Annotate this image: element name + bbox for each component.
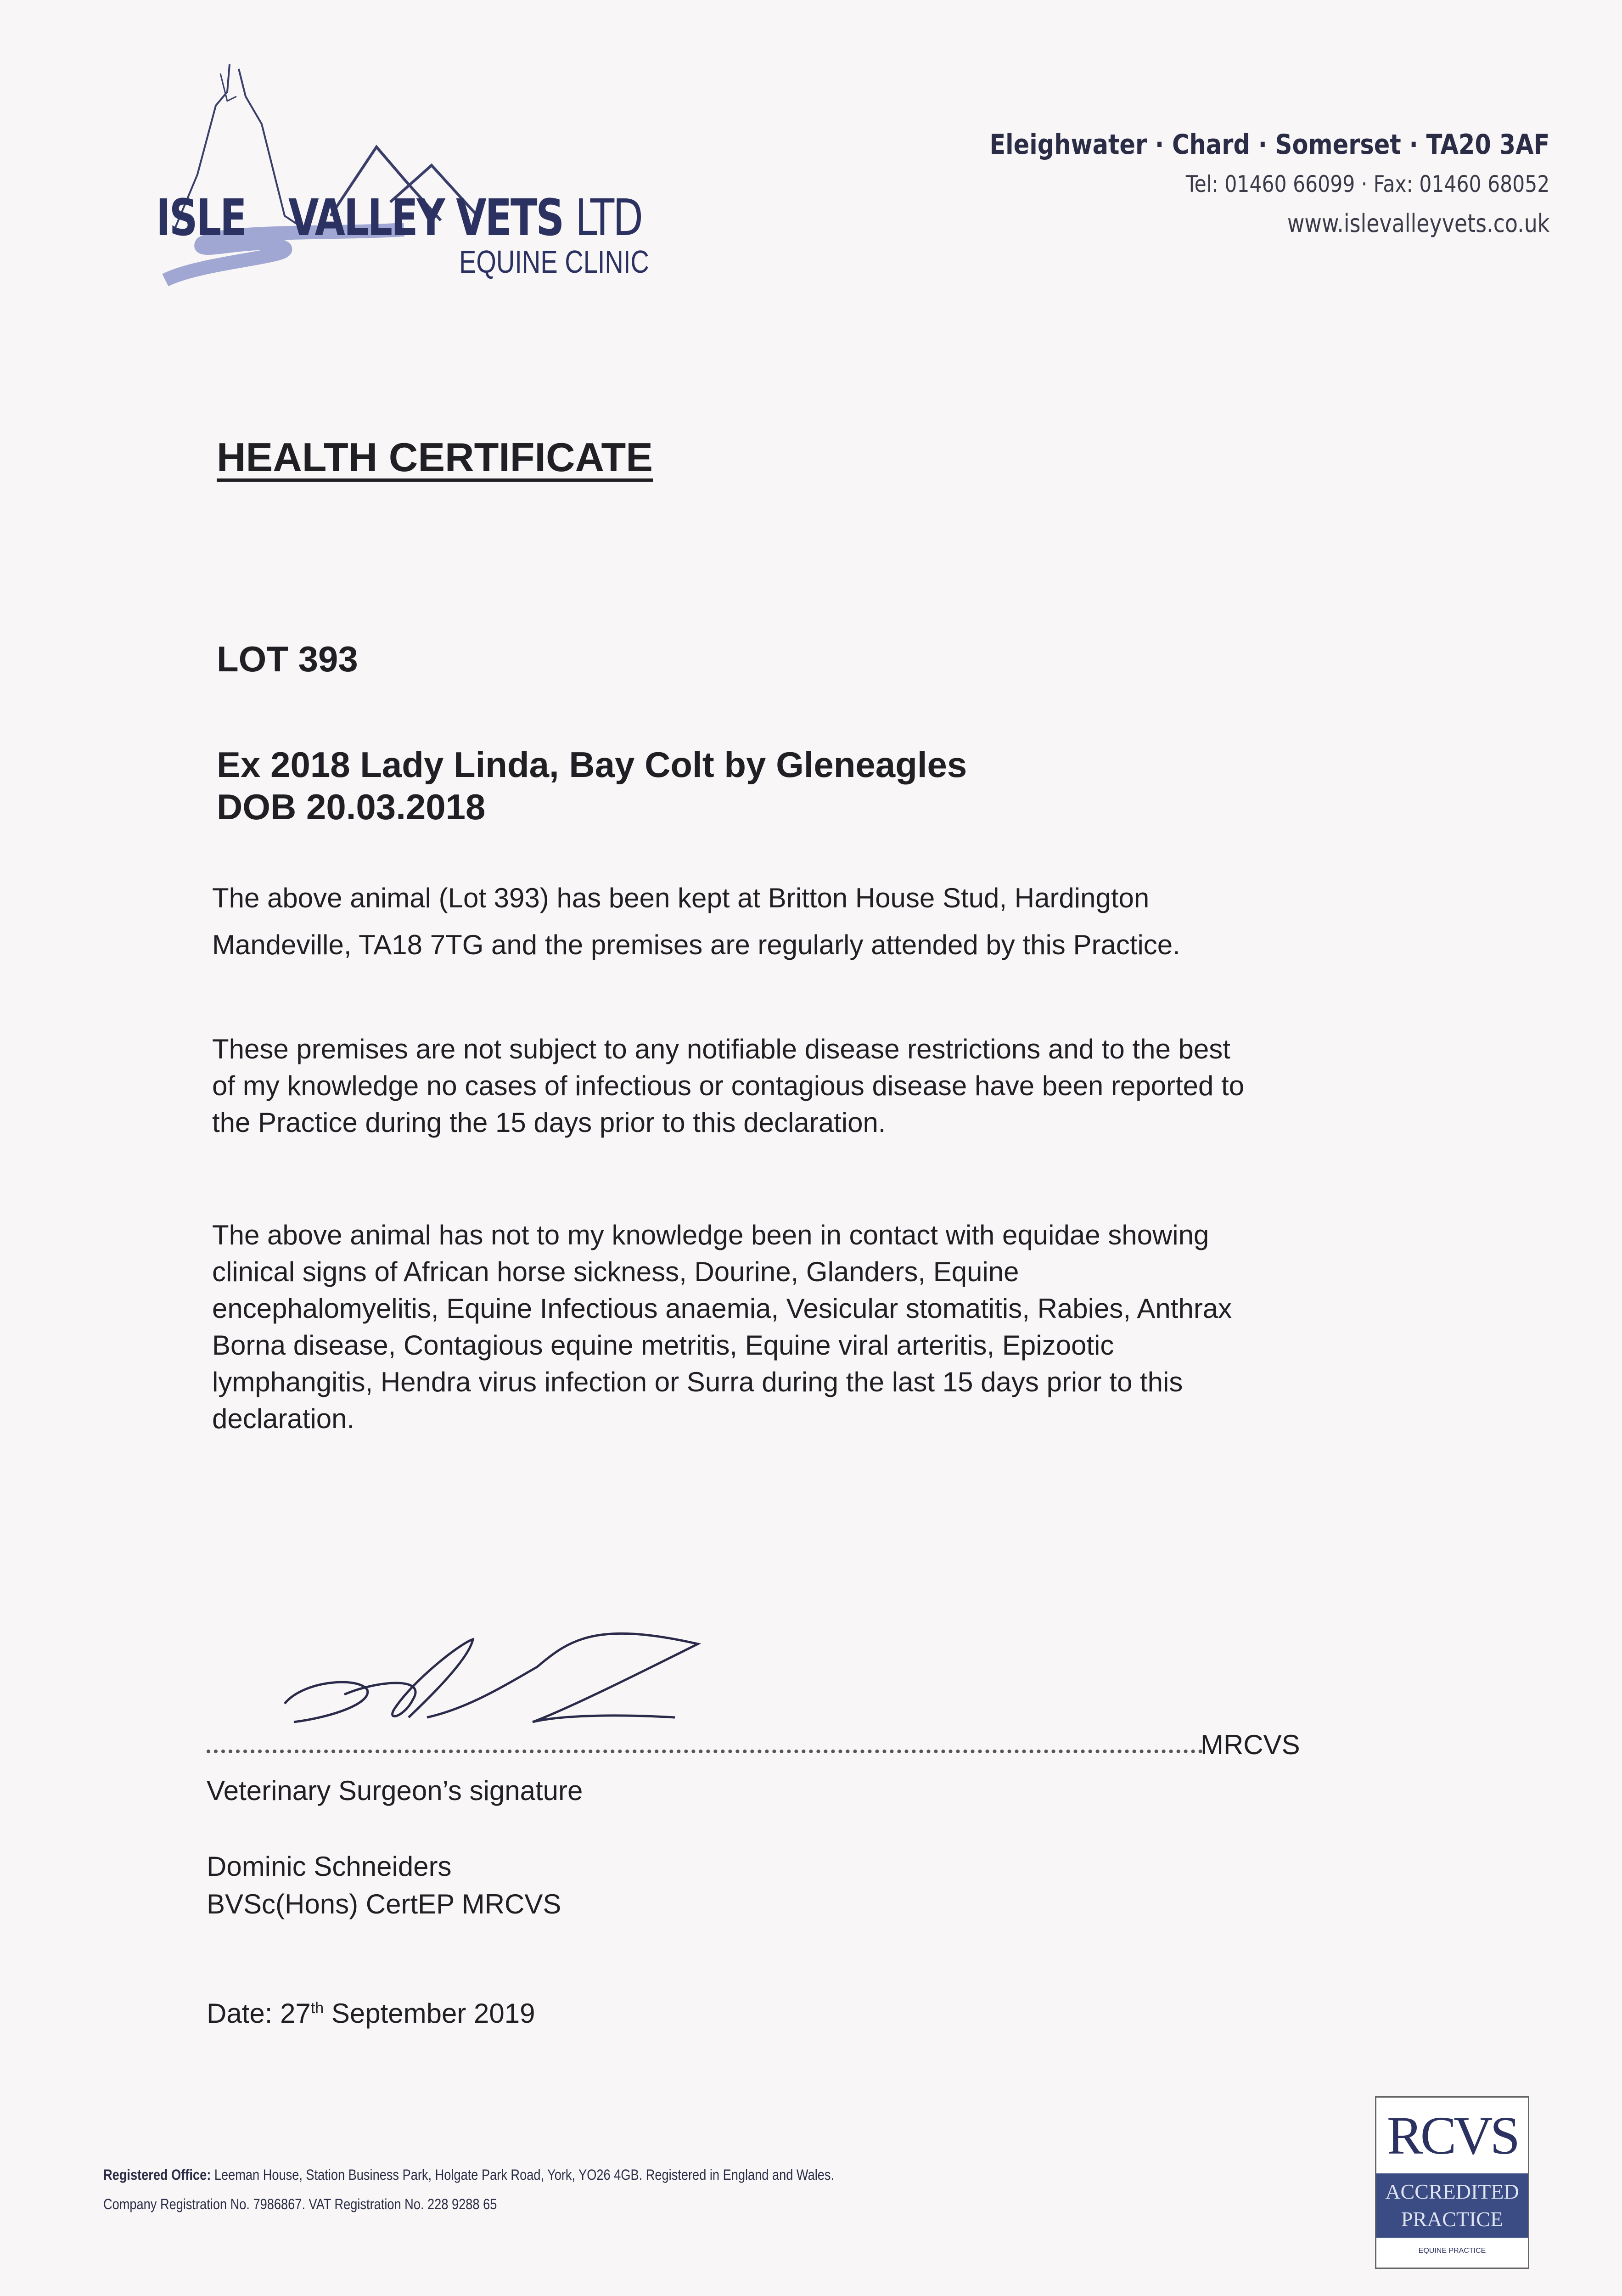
rcvs-accredited-badge (1375, 2096, 1529, 2269)
text-line: encephalomyelitis, Equine Infectious anaemia, Vesicular stomatitis, Rabies, Anthrax (212, 1293, 1232, 1324)
badge-band (1376, 2173, 1528, 2238)
text-line: Borna disease, Contagious equine metritis, Equine viral arteritis, Epizootic (212, 1330, 1114, 1361)
text-line: These premises are not subject to any notifiable disease restrictions and to the best (212, 1034, 1230, 1064)
handwritten-signature-icon (275, 1626, 735, 1745)
footer-registered-office: Registered Office: Leeman House, Station Business Park, Holgate Park Road, York, YO26 4GB. Registered in England and Wales. (103, 2167, 835, 2183)
text-line: The above animal has not to my knowledge been in contact with equidae showing (212, 1220, 1209, 1250)
badge-title: RCVS (1386, 2105, 1518, 2166)
text-line: of my knowledge no cases of infectious or contagious disease have been reported to (212, 1070, 1245, 1101)
clinic-contact: Tel: 01460 66099 · Fax: 01460 68052 (1185, 171, 1549, 197)
logo-subtitle: EQUINE CLINIC (459, 244, 649, 280)
text-line: The above animal (Lot 393) has been kept at Britton House Stud, Hardington (212, 883, 1150, 913)
text-line: lymphangitis, Hendra virus infection or Surra during the last 15 days prior to this (212, 1367, 1183, 1397)
vet-name: Dominic Schneiders (207, 1851, 452, 1882)
logo-wordmark: ISLE VALLEY VETS LTD (156, 188, 642, 247)
badge-footer: EQUINE PRACTICE (1418, 2247, 1486, 2255)
badge-line: ACCREDITED (1385, 2180, 1519, 2203)
signature-label: Veterinary Surgeon’s signature (207, 1775, 583, 1806)
clinic-website: www.islevalleyvets.co.uk (1287, 209, 1549, 238)
text-line: the Practice during the 15 days prior to this declaration. (212, 1107, 886, 1138)
paragraph-restrictions (212, 1031, 1488, 1141)
clinic-address: Eleighwater · Chard · Somerset · TA20 3AF (989, 129, 1549, 161)
text-line: clinical signs of African horse sickness, Dourine, Glanders, Equine (212, 1256, 1019, 1287)
animal-description: Ex 2018 Lady Linda, Bay Colt by Gleneagles (217, 744, 967, 785)
page-title: HEALTH CERTIFICATE (217, 434, 653, 480)
lot-number: LOT 393 (217, 639, 358, 679)
signature-line (207, 1731, 1203, 1753)
signature-suffix: MRCVS (1201, 1729, 1300, 1760)
paragraph-diseases (212, 1217, 1488, 1437)
clinic-logo (147, 64, 679, 289)
footer-registration: Company Registration No. 7986867. VAT Registration No. 228 9288 65 (103, 2196, 497, 2212)
text-line: Mandeville, TA18 7TG and the premises are regularly attended by this Practice. (212, 929, 1180, 960)
badge-line: PRACTICE (1401, 2207, 1504, 2231)
vet-qualifications: BVSc(Hons) CertEP MRCVS (207, 1889, 561, 1919)
text-line: declaration. (212, 1403, 355, 1434)
animal-dob: DOB 20.03.2018 (217, 787, 486, 827)
certificate-date: Date: 27th September 2019 (207, 1998, 535, 2029)
paragraph-premises (212, 875, 1488, 968)
